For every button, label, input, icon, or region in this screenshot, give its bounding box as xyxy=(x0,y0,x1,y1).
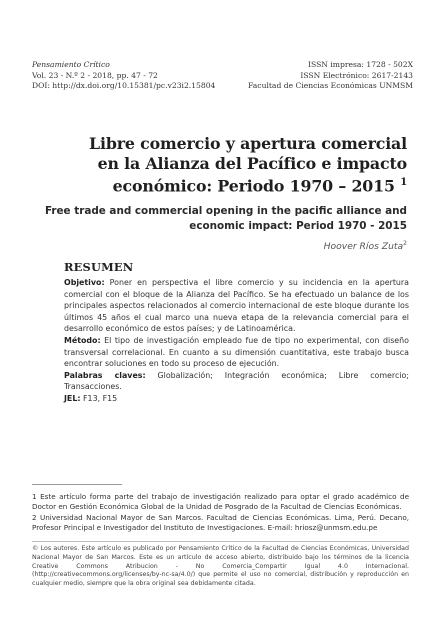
method-label: Método: xyxy=(64,335,101,345)
issn-header xyxy=(213,60,413,92)
english-title xyxy=(40,204,407,233)
footnotes xyxy=(32,492,409,534)
objective-label: Objetivo: xyxy=(64,278,105,287)
issn-print: ISSN impresa: 1728 - 502X xyxy=(308,60,413,69)
journal-header xyxy=(32,60,232,92)
footnote-2: 2 Universidad Nacional Mayor de San Marcos. Facultad de Ciencias Económicas. Lima, Perú. Decano, Profesor Principal e Investigador del Instituto de Investigaciones. E-mail: hriosz@unmsm.edu.pe xyxy=(32,513,409,532)
jel-label: JEL: xyxy=(64,393,81,403)
title-footnote-mark[interactable]: 1 xyxy=(400,177,407,188)
footnote-divider xyxy=(32,484,122,485)
english-title-line-2: economic impact: Period 1970 - 2015 xyxy=(189,219,407,232)
objective-text: Poner en perspectiva el libre comercio y su incidencia en la apertura comercial con el bloque de la Alianza del Pacífico. Se ha efectuado un balance de los principales aspectos relacionados al comercio internacional de este bloque durante los últimos 45 años el cual marco una nueva etapa de la relevancia comercial para el desarrollo económico de estos países; y de Latinoamérica. xyxy=(64,278,409,334)
english-title-line-1: Free trade and commercial opening in the pacific alliance and xyxy=(44,205,407,217)
title-line-1: Libre comercio y apertura comercial xyxy=(89,134,407,153)
footnote-1: 1 Este artículo forma parte del trabajo de investigación realizado para optar el grado académico de Doctor en Gestión Económica Global de la Unidad de Posgrado de la Facultad de Ciencias Económicas. xyxy=(32,492,409,511)
abstract-jel xyxy=(64,393,409,405)
jel-text: F13, F15 xyxy=(80,393,118,403)
license-notice: © Los autores. Este artículo es publicado por Pensamiento Crítico de la Facultad de Ciencias Económicas, Universidad Nacional Mayor de San Marcos. Este es un artículo de acceso abierto, distribuido bajo los términos de la licencia Creative Commons Atribucion - No Comercia_Compartir Igual 4.0 Internacional. (http://creativecommons.org/licenses/by-nc-sa/4.0/) que permite el uso no comercial, distribución y reproducción en cualquier medio, siempre que la obra original sea debidamente citada. xyxy=(32,545,409,588)
abstract-method xyxy=(64,335,409,370)
license-divider xyxy=(32,541,409,542)
keywords-label: Palabras claves: xyxy=(64,370,146,380)
abstract-keywords xyxy=(64,370,409,393)
author-footnote-mark[interactable]: 2 xyxy=(403,240,407,247)
volume-info: Vol. 23 - N.º 2 - 2018, pp. 47 - 72 xyxy=(32,70,158,80)
keywords-text: Globalización; Integración económica; Libre comercio; Transacciones. xyxy=(64,370,409,392)
title-line-3: económico: Periodo 1970 – 2015 xyxy=(112,176,395,196)
doi-link[interactable]: DOI: http://dx.doi.org/10.15381/pc.v23i2.15804 xyxy=(32,81,216,91)
abstract-body xyxy=(64,277,409,405)
issn-electronic: ISSN Electrónico: 2617-2143 xyxy=(300,70,413,80)
abstract-heading: RESUMEN xyxy=(64,260,134,274)
abstract-objective xyxy=(64,277,409,335)
author xyxy=(324,240,407,252)
title-line-2: en la Alianza del Pacífico e impacto xyxy=(97,153,407,173)
author-name: Hoover Ríos Zuta xyxy=(323,241,404,253)
faculty-name: Facultad de Ciencias Económicas UNMSM xyxy=(248,81,413,91)
journal-name: Pensamiento Crítico xyxy=(32,60,110,69)
paper-title xyxy=(40,134,407,196)
method-text: El tipo de investigación empleado fue de tipo no experimental, con diseño transversal correlacional. En cuanto a su dimensión cuantitativa, este trabajo busca encontrar soluciones en todo su proceso de ejecución. xyxy=(64,335,409,369)
